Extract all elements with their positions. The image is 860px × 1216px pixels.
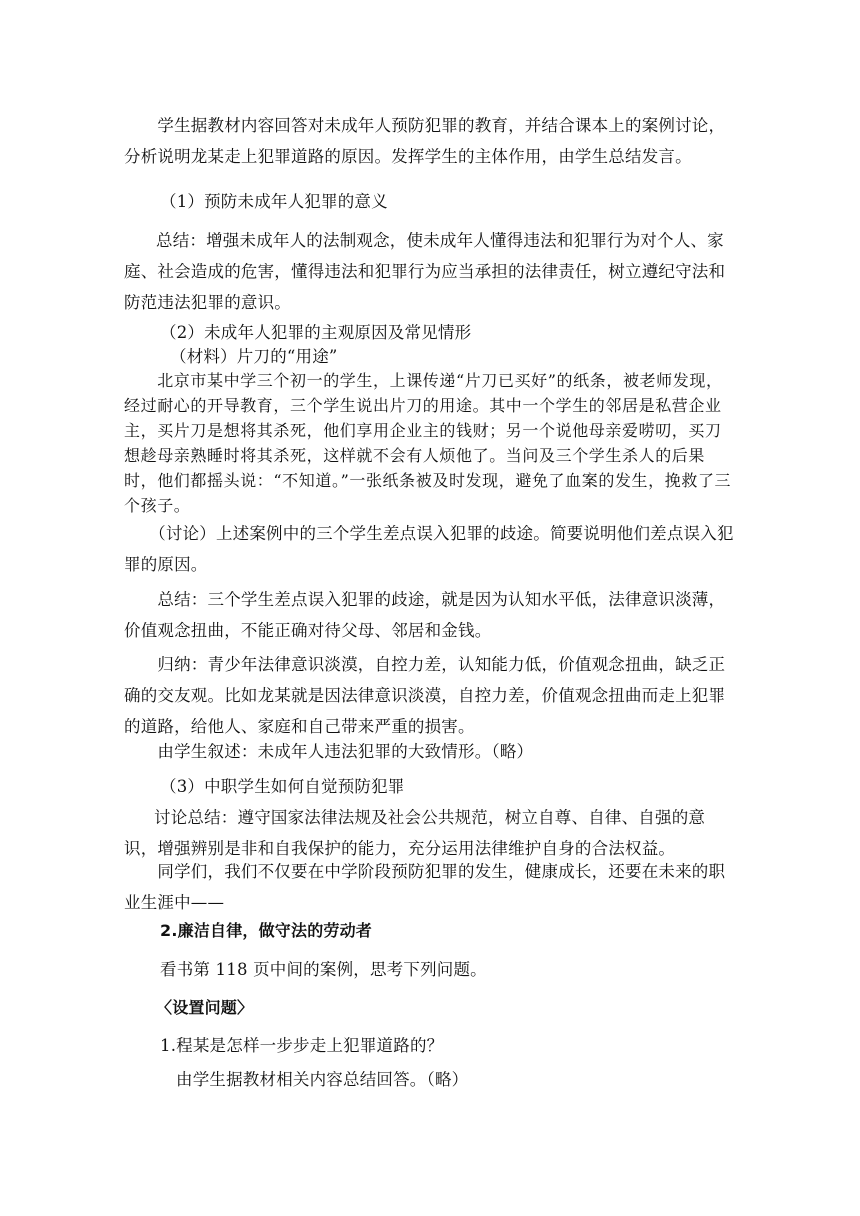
material-title: （材料）片刀的“用途”: [170, 347, 338, 366]
heading-prevention: （3）中职学生如何自觉预防犯罪: [160, 777, 405, 796]
paragraph-intro: 学生据教材内容回答对未成年人预防犯罪的教育，并结合课本上的案例讨论，分析说明龙某走上犯罪道路的原因。发挥学生的主体作用，由学生总结发言。: [124, 116, 726, 166]
paragraph-summary-causes: 总结：三个学生差点误入犯罪的歧途，就是因为认知水平低，法律意识淡薄，价值观念扭曲，不能正确对待父母、邻居和金钱。: [124, 590, 726, 640]
section-heading-integrity: 2.廉洁自律，做守法的劳动者: [160, 921, 373, 940]
paragraph-discussion: （讨论）上述案例中的三个学生差点误入犯罪的歧途。简要说明他们差点误入犯罪的原因。: [124, 524, 734, 574]
heading-significance: （1）预防未成年人犯罪的意义: [160, 192, 388, 211]
paragraph-summary-significance: 总结：增强未成年人的法制观念，使未成年人懂得违法和犯罪行为对个人、家庭、社会造成的危害，懂得违法和犯罪行为应当承担的法律责任，树立遵纪守法和防范违法犯罪的意识。: [124, 231, 726, 312]
paragraph-transition: 同学们，我们不仅要在中学阶段预防犯罪的发生，健康成长，还要在未来的职业生涯中——: [124, 862, 726, 912]
heading-causes: （2）未成年人犯罪的主观原因及常见情形: [160, 323, 472, 342]
paragraph-conclusion: 归纳：青少年法律意识淡漠，自控力差，认知能力低，价值观念扭曲，缺乏正确的交友观。比如龙某就是因法律意识淡漠，自控力差，价值观念扭曲而走上犯罪的道路，给他人、家庭和自己带来严重的损害。: [124, 655, 726, 736]
label-set-questions: 〈设置问题〉: [156, 998, 254, 1017]
paragraph-student-narration: 由学生叙述：未成年人违法犯罪的大致情形。（略）: [124, 742, 534, 761]
paragraph-answer-note: 由学生据教材相关内容总结回答。（略）: [176, 1070, 469, 1089]
paragraph-discussion-summary: 讨论总结：遵守国家法律法规及社会公共规范，树立自尊、自律、自强的意识，增强辨别是非和自我保护的能力，充分运用法律维护自身的合法权益。: [124, 808, 706, 858]
paragraph-reading-instruction: 看书第 118 页中间的案例，思考下列问题。: [160, 960, 487, 979]
material-text: 北京市某中学三个初一的学生，上课传递“片刀已买好”的纸条，被老师发现，经过耐心的开导教育，三个学生说出片刀的用途。其中一个学生的邻居是私营企业主，买片刀是想将其杀死，他们享用企业主的钱财；另一个说他母亲爱唠叨，买刀想趁母亲熟睡时将其杀死，这样就不会有人烦他了。当问及三个学生杀人的后果时，他们都摇头说：“不知道。”一张纸条被及时发现，避免了血案的发生，挽救了三个孩子。: [124, 371, 732, 515]
question-1: 1.程某是怎样一步步走上犯罪道路的？: [160, 1036, 444, 1055]
